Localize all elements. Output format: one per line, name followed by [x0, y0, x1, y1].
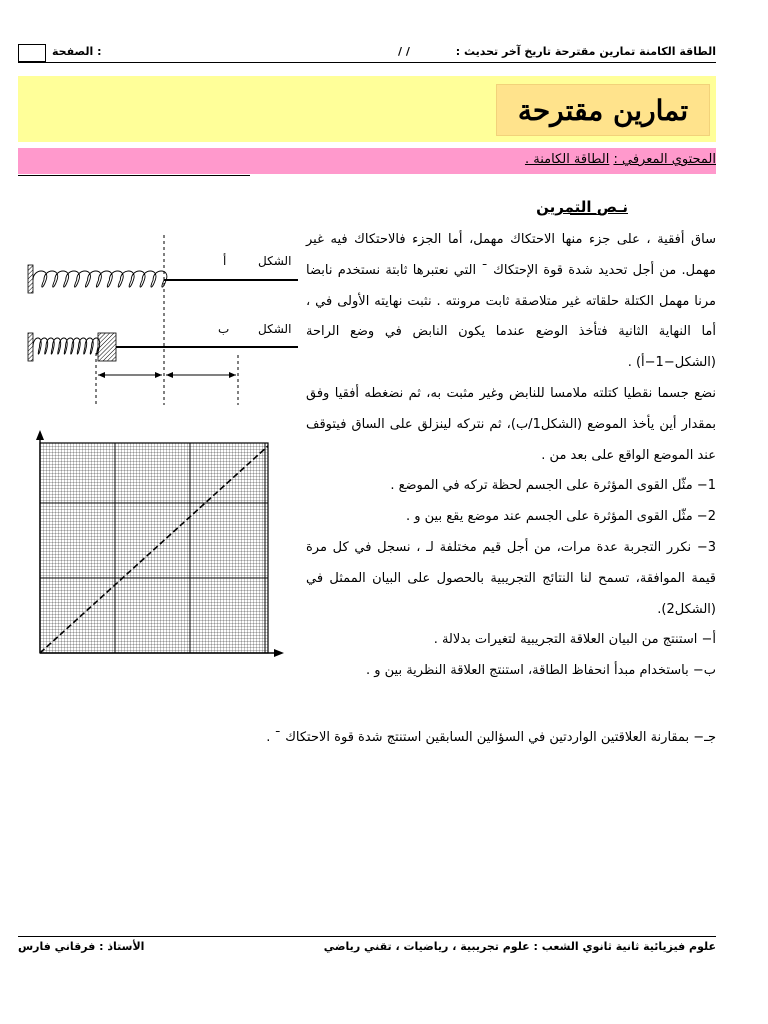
- figure-a-label: الشكل: [258, 254, 292, 268]
- figure-b-label: الشكل: [258, 322, 292, 336]
- footer-teacher: الأستاذ : فرقاني فارس: [18, 940, 145, 953]
- footer-divider: [18, 936, 716, 937]
- exercise-title-underline: [570, 214, 600, 215]
- question-2: 2− مثّل القوى المؤثرة على الجسم عند موضع يقع بين و .: [405, 509, 716, 525]
- spring-a: [33, 271, 167, 287]
- figure-a: [28, 265, 298, 293]
- band-underline: [18, 175, 250, 176]
- content-heading: [525, 152, 716, 167]
- wall-a: [28, 265, 33, 293]
- exercise-title: نـص التمرين: [536, 198, 628, 216]
- wall-b: [28, 333, 33, 361]
- question-3a: أ− استنتج من البيان العلاقة التجريبية لتغيرات بدلالة .: [433, 632, 716, 648]
- distance-arrows: [98, 372, 236, 378]
- page-number-box: [18, 44, 46, 62]
- x-axis-arrow: [274, 649, 284, 657]
- question-3: 3− نكرر التجربة عدة مرات، من أجل قيم مختلفة لـ ، نسجل في كل مرة قيمة الموافقة، تسمح لنا النتائج التجريبية بالحصول على البيان الممثل في (الشكل2).: [306, 539, 716, 617]
- paragraph-2: نضع جسما نقطيا كتلته ملامسا للنابض وغير مثبت به، ثم نضغطه أفقيا وفق بمقدار أين يأخذ الموضع (الشكل1/ب)، ثم نتركه لينزلق على الساق فيتوقف عند الموضع الواقع على بعد من .: [306, 385, 717, 463]
- figure-a-letter: أ: [223, 254, 227, 268]
- header-topic: الطاقة الكامنة تمارين مقترحة تاريخ آخر تحديث :: [455, 45, 716, 58]
- footer-subject: علوم فيزيائية ثانية ثانوي الشعب : علوم تجريبية ، رياضيات ، تقني رياضي: [323, 940, 716, 953]
- figure-b: [28, 333, 298, 361]
- block-body: [98, 333, 116, 361]
- exercise-body: [306, 225, 716, 687]
- spring-b: [33, 338, 100, 354]
- page-title: تمارين مقترحة: [517, 93, 689, 127]
- header-divider: [18, 62, 716, 63]
- content-value: الطاقة الكامنة .: [524, 152, 610, 167]
- y-axis-arrow: [36, 430, 44, 440]
- question-3b: ب− باستخدام مبدأ انحفاظ الطاقة، استنتج العلاقة النظرية بين و .: [365, 663, 716, 679]
- title-box: [496, 84, 710, 136]
- figure-b-letter: ب: [218, 322, 230, 336]
- page-label: الصفحة :: [52, 45, 102, 58]
- experimental-graph: [28, 428, 290, 664]
- question-1: 1− مثّل القوى المؤثرة على الجسم لحظة تركه في الموضع .: [390, 478, 716, 494]
- spring-figures: [18, 225, 308, 410]
- date-slashes: / /: [398, 45, 410, 58]
- question-3c: جـ− بمقارنة العلاقتين الواردتين في السؤالين السابقين استنتج شدة قوة الاحتكاك ¯ .: [266, 730, 716, 745]
- paragraph-1: ساق أفقية ، على جزء منها الاحتكاك مهمل، أما الجزء فالاحتكاك فيه غير مهمل. من أجل تحديد شدة قوة الإحتكاك ¯ التي نعتبرها ثابتة نستخدم نابضا مرنا مهمل الكتلة حلقاته غير متلاصقة ثابت مرونته . نثبت نهايته الأولى في ، أما النهاية الثانية فتأخذ الوضع عندما يكون النابض في وضع الراحة (الشكل−1−أ) .: [306, 232, 716, 371]
- content-label: المحتوي المعرفي :: [613, 152, 716, 167]
